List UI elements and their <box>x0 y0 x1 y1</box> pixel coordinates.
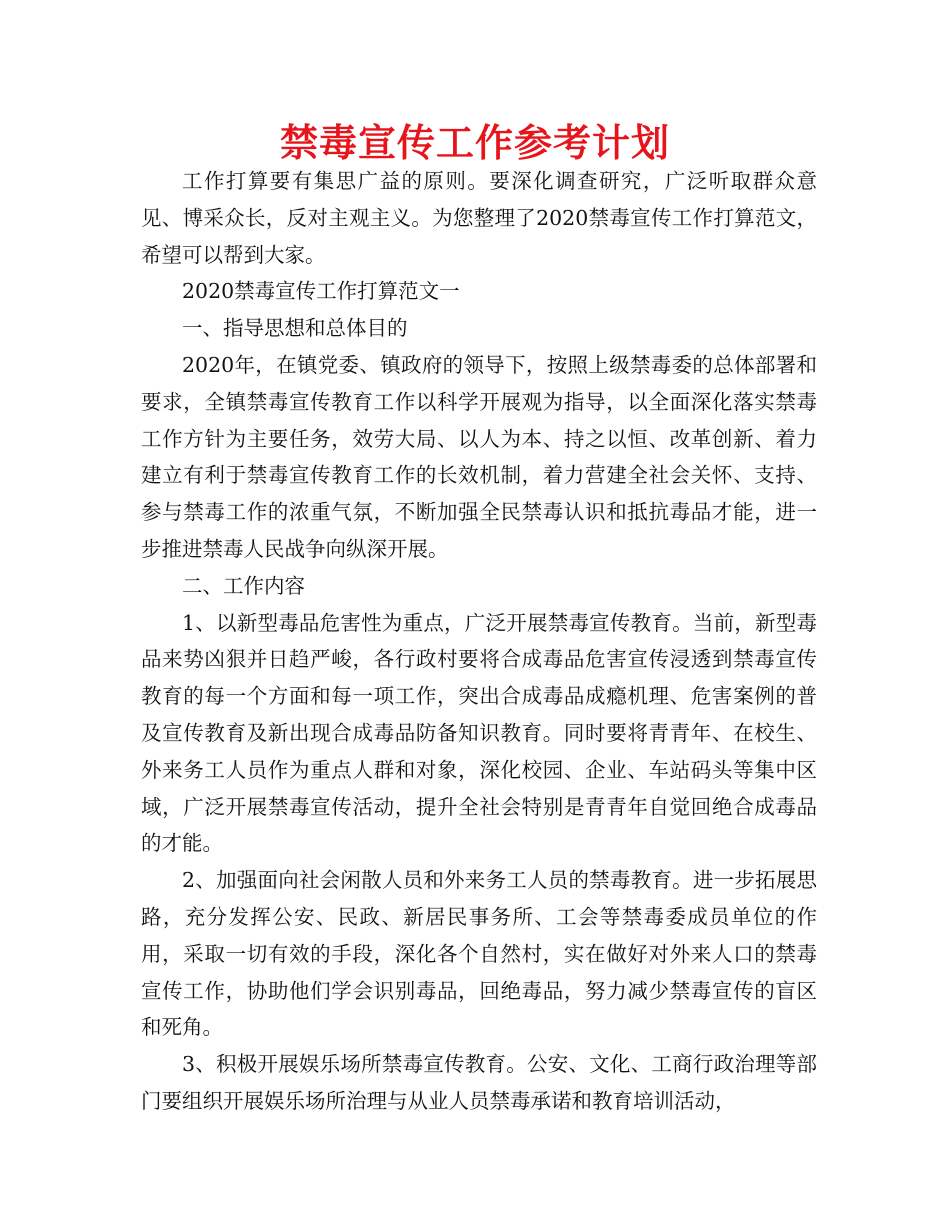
section-heading-work-content: 二、工作内容 <box>182 573 305 598</box>
document-title: 禁毒宣传工作参考计划 <box>279 121 670 165</box>
document-body <box>141 163 817 1120</box>
paragraph-intro: 工作打算要有集思广益的原则。要深化调查研究，广泛听取群众意见、博采众长，反对主观主义。为您整理了2020禁毒宣传工作打算范文，希望可以帮到大家。 <box>141 169 817 267</box>
paragraph-item-2: 2、加强面向社会闲散人员和外来务工人员的禁毒教育。进一步拓展思路，充分发挥公安、民政、新居民事务所、工会等禁毒委成员单位的作用，采取一切有效的手段，深化各个自然村，实在做好对外来人口的禁毒宣传工作，协助他们学会识别毒品，回绝毒品，努力减少禁毒宣传的盲区和死角。 <box>141 868 817 1040</box>
paragraph-item-1: 1、以新型毒品危害性为重点，广泛开展禁毒宣传教育。当前，新型毒品来势凶狠并日趋严峻，各行政村要将合成毒品危害宣传浸透到禁毒宣传教育的每一个方面和每一项工作，突出合成毒品成瘾机理、危害案例的普及宣传教育及新出现合成毒品防备知识教育。同时要将青青年、在校生、外来务工人员作为重点人群和对象，深化校园、企业、车站码头等集中区域，广泛开展禁毒宣传活动，提升全社会特别是青青年自觉回绝合成毒品的才能。 <box>141 610 817 856</box>
paragraph-guiding-ideology: 2020年，在镇党委、镇政府的领导下，按照上级禁毒委的总体部署和要求，全镇禁毒宣传教育工作以科学开展观为指导，以全面深化落实禁毒工作方针为主要任务，效劳大局、以人为本、持之以恒、改革创新、着力建立有利于禁毒宣传教育工作的长效机制，着力营建全社会关怀、支持、参与禁毒工作的浓重气氛，不断加强全民禁毒认识和抵抗毒品才能，进一步推进禁毒人民战争向纵深开展。 <box>141 352 817 561</box>
paragraph-item-3: 3、积极开展娱乐场所禁毒宣传教育。公安、文化、工商行政治理等部门要组织开展娱乐场所治理与从业人员禁毒承诺和教育培训活动， <box>141 1052 817 1113</box>
paragraph-sample-heading: 2020禁毒宣传工作打算范文一 <box>182 279 460 304</box>
section-heading-guiding-ideology: 一、指导思想和总体目的 <box>182 316 408 341</box>
